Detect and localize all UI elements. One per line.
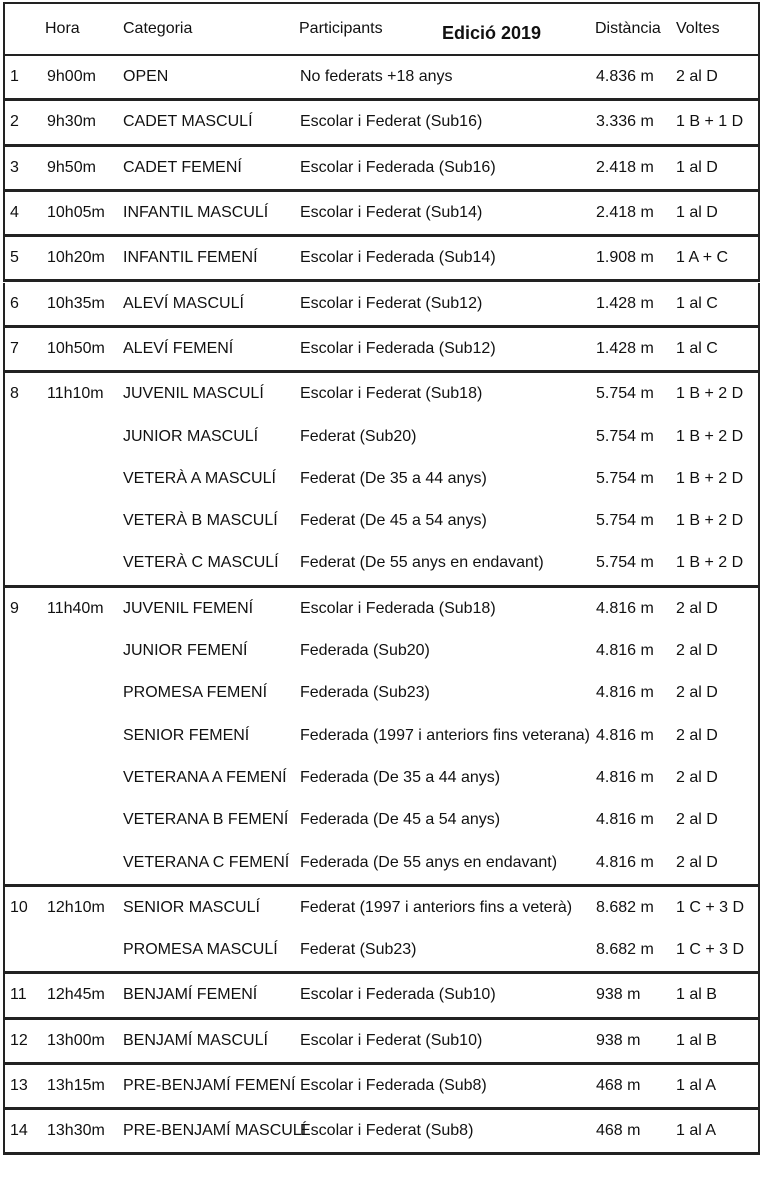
cell-distance: 8.682 m [596, 941, 654, 959]
table-row [5, 588, 758, 630]
cell-race-number: 3 [10, 158, 19, 176]
cell-laps: 2 al D [676, 768, 718, 786]
cell-category: PRE-BENJAMÍ FEMENÍ [123, 1077, 296, 1095]
cell-category: ALEVÍ FEMENÍ [123, 339, 234, 357]
race-group [3, 373, 760, 588]
cell-category: VETERÀ C MASCULÍ [123, 554, 279, 572]
race-group [3, 887, 760, 975]
header-participants: Participants [299, 20, 383, 37]
cell-distance: 5.754 m [596, 385, 654, 403]
cell-start-time: 11h40m [47, 599, 104, 617]
cell-participants: Federat (Sub20) [300, 427, 417, 445]
cell-participants: Federada (1997 i anteriors fins veterana) [300, 726, 590, 744]
cell-laps: 1 al D [676, 204, 718, 222]
cell-race-number: 12 [10, 1031, 28, 1049]
cell-distance: 4.816 m [596, 599, 654, 617]
cell-laps: 2 al D [676, 853, 718, 871]
cell-category: VETERANA B FEMENÍ [123, 811, 289, 829]
table-row [5, 929, 758, 971]
cell-participants: Federat (De 55 anys en endavant) [300, 554, 544, 572]
table-row [5, 887, 758, 929]
cell-start-time: 10h05m [47, 204, 105, 222]
cell-participants: Federada (De 35 a 44 anys) [300, 768, 501, 786]
cell-category: BENJAMÍ MASCULÍ [123, 1031, 268, 1049]
cell-category: BENJAMÍ FEMENÍ [123, 986, 258, 1004]
cell-participants: Federada (De 55 anys en endavant) [300, 853, 558, 871]
cell-distance: 4.816 m [596, 768, 654, 786]
cell-category: CADET MASCULÍ [123, 113, 253, 131]
cell-race-number: 2 [10, 113, 19, 131]
cell-race-number: 5 [10, 249, 19, 267]
cell-category: JUNIOR MASCULÍ [123, 427, 259, 445]
cell-start-time: 9h50m [47, 158, 96, 176]
race-group [3, 101, 760, 146]
cell-participants: Escolar i Federat (Sub8) [300, 1122, 474, 1140]
table-row [5, 192, 758, 234]
table-row [5, 328, 758, 370]
cell-distance: 468 m [596, 1077, 641, 1095]
cell-laps: 1 B + 2 D [676, 385, 744, 403]
cell-laps: 1 al A [676, 1077, 717, 1095]
cell-start-time: 11h10m [47, 385, 104, 403]
table-row [5, 1065, 758, 1107]
cell-distance: 5.754 m [596, 554, 654, 572]
cell-participants: Escolar i Federat (Sub14) [300, 204, 483, 222]
cell-category: JUVENIL FEMENÍ [123, 599, 254, 617]
race-group [3, 147, 760, 192]
cell-laps: 1 B + 2 D [676, 427, 744, 445]
cell-race-number: 6 [10, 294, 19, 312]
table-row [5, 714, 758, 756]
edition-title: Edició 2019 [442, 23, 542, 43]
cell-category: VETERÀ A MASCULÍ [123, 469, 276, 487]
cell-category: PRE-BENJAMÍ MASCULÍ [123, 1122, 307, 1140]
cell-start-time: 9h00m [47, 68, 96, 86]
cell-participants: Escolar i Federat (Sub16) [300, 113, 483, 131]
cell-category: VETERÀ B MASCULÍ [123, 512, 278, 530]
cell-start-time: 13h30m [47, 1122, 105, 1140]
cell-participants: Escolar i Federada (Sub12) [300, 339, 496, 357]
cell-distance: 4.816 m [596, 684, 654, 702]
cell-category: JUNIOR FEMENÍ [123, 642, 248, 660]
table-row [5, 1020, 758, 1062]
cell-participants: Escolar i Federada (Sub18) [300, 599, 496, 617]
race-group [3, 1065, 760, 1110]
cell-participants: Federat (De 45 a 54 anys) [300, 512, 487, 530]
cell-start-time: 9h30m [47, 113, 96, 131]
cell-participants: Escolar i Federat (Sub18) [300, 385, 483, 403]
cell-distance: 938 m [596, 986, 641, 1004]
cell-race-number: 14 [10, 1122, 28, 1140]
cell-laps: 1 al D [676, 158, 718, 176]
cell-laps: 1 B + 2 D [676, 512, 744, 530]
race-group [3, 237, 760, 282]
cell-laps: 2 al D [676, 726, 718, 744]
table-row [5, 415, 758, 457]
cell-distance: 938 m [596, 1031, 641, 1049]
cell-distance: 4.836 m [596, 68, 654, 86]
cell-category: ALEVÍ MASCULÍ [123, 294, 244, 312]
cell-distance: 5.754 m [596, 427, 654, 445]
cell-start-time: 13h15m [47, 1077, 105, 1095]
table-row [5, 799, 758, 841]
cell-race-number: 13 [10, 1077, 28, 1095]
cell-category: VETERANA A FEMENÍ [123, 768, 287, 786]
header-hora: Hora [45, 20, 80, 37]
cell-start-time: 12h10m [47, 898, 105, 916]
cell-laps: 1 C + 3 D [676, 898, 745, 916]
cell-category: SENIOR FEMENÍ [123, 726, 250, 744]
cell-distance: 1.428 m [596, 339, 654, 357]
cell-race-number: 4 [10, 204, 19, 222]
cell-distance: 2.418 m [596, 204, 654, 222]
cell-participants: Federada (Sub20) [300, 642, 430, 660]
cell-category: PROMESA FEMENÍ [123, 684, 268, 702]
cell-race-number: 7 [10, 339, 19, 357]
cell-category: INFANTIL MASCULÍ [123, 204, 269, 222]
cell-participants: Escolar i Federat (Sub10) [300, 1031, 483, 1049]
cell-participants: Federat (1997 i anteriors fins a veterà) [300, 898, 573, 916]
table-row [5, 757, 758, 799]
table-row [5, 1110, 758, 1152]
table-row [5, 500, 758, 542]
table-row [5, 458, 758, 500]
cell-distance: 468 m [596, 1122, 641, 1140]
cell-participants: Federada (Sub23) [300, 684, 430, 702]
cell-distance: 1.428 m [596, 294, 654, 312]
cell-race-number: 11 [10, 986, 27, 1004]
cell-laps: 1 C + 3 D [676, 941, 745, 959]
cell-distance: 1.908 m [596, 249, 654, 267]
cell-distance: 8.682 m [596, 898, 654, 916]
cell-start-time: 10h35m [47, 294, 105, 312]
header-categoria: Categoria [123, 20, 193, 37]
cell-distance: 5.754 m [596, 512, 654, 530]
table-row [5, 237, 758, 279]
cell-participants: Escolar i Federada (Sub10) [300, 986, 496, 1004]
cell-laps: 1 al C [676, 339, 718, 357]
cell-laps: 1 al C [676, 294, 718, 312]
cell-participants: Escolar i Federada (Sub14) [300, 249, 496, 267]
cell-start-time: 10h20m [47, 249, 105, 267]
cell-laps: 1 B + 2 D [676, 469, 744, 487]
table-row [5, 974, 758, 1016]
race-group [3, 1020, 760, 1065]
cell-laps: 2 al D [676, 599, 718, 617]
cell-category: CADET FEMENÍ [123, 158, 242, 176]
cell-laps: 1 al A [676, 1122, 717, 1140]
race-group [3, 283, 760, 328]
table-header [3, 2, 760, 56]
cell-laps: 1 al B [676, 1031, 717, 1049]
table-row [5, 542, 758, 584]
table-row [5, 630, 758, 672]
cell-distance: 4.816 m [596, 726, 654, 744]
table-row [5, 147, 758, 189]
cell-distance: 4.816 m [596, 811, 654, 829]
cell-race-number: 9 [10, 599, 19, 617]
cell-start-time: 12h45m [47, 986, 105, 1004]
cell-laps: 1 B + 1 D [676, 113, 744, 131]
cell-distance: 4.816 m [596, 642, 654, 660]
cell-participants: Escolar i Federat (Sub12) [300, 294, 483, 312]
table-row [5, 56, 758, 98]
race-group [3, 1110, 760, 1155]
table-row [5, 283, 758, 325]
cell-category: VETERANA C FEMENÍ [123, 853, 290, 871]
cell-participants: No federats +18 anys [300, 68, 453, 86]
table-row [5, 373, 758, 415]
cell-participants: Escolar i Federada (Sub8) [300, 1077, 487, 1095]
table-row [5, 672, 758, 714]
cell-race-number: 10 [10, 898, 28, 916]
cell-laps: 2 al D [676, 684, 718, 702]
cell-laps: 1 A + C [676, 249, 729, 267]
cell-laps: 2 al D [676, 642, 718, 660]
header-voltes: Voltes [676, 20, 720, 37]
cell-race-number: 1 [10, 68, 19, 86]
cell-distance: 3.336 m [596, 113, 654, 131]
cell-category: INFANTIL FEMENÍ [123, 249, 258, 267]
cell-laps: 1 al B [676, 986, 717, 1004]
race-group [3, 56, 760, 101]
cell-start-time: 13h00m [47, 1031, 105, 1049]
cell-category: JUVENIL MASCULÍ [123, 385, 264, 403]
cell-distance: 4.816 m [596, 853, 654, 871]
table-row [5, 101, 758, 143]
cell-participants: Federat (De 35 a 44 anys) [300, 469, 487, 487]
cell-laps: 1 B + 2 D [676, 554, 744, 572]
cell-laps: 2 al D [676, 68, 718, 86]
cell-category: OPEN [123, 68, 169, 86]
race-group [3, 974, 760, 1019]
table-row [5, 841, 758, 883]
cell-participants: Escolar i Federada (Sub16) [300, 158, 496, 176]
race-group [3, 588, 760, 887]
cell-race-number: 8 [10, 385, 19, 403]
cell-category: SENIOR MASCULÍ [123, 898, 260, 916]
cell-participants: Federada (De 45 a 54 anys) [300, 811, 501, 829]
header-distancia: Distància [595, 20, 661, 37]
cell-start-time: 10h50m [47, 339, 105, 357]
cell-category: PROMESA MASCULÍ [123, 941, 278, 959]
race-group [3, 328, 760, 373]
cell-distance: 2.418 m [596, 158, 654, 176]
race-group [3, 192, 760, 237]
cell-participants: Federat (Sub23) [300, 941, 417, 959]
cell-distance: 5.754 m [596, 469, 654, 487]
cell-laps: 2 al D [676, 811, 718, 829]
